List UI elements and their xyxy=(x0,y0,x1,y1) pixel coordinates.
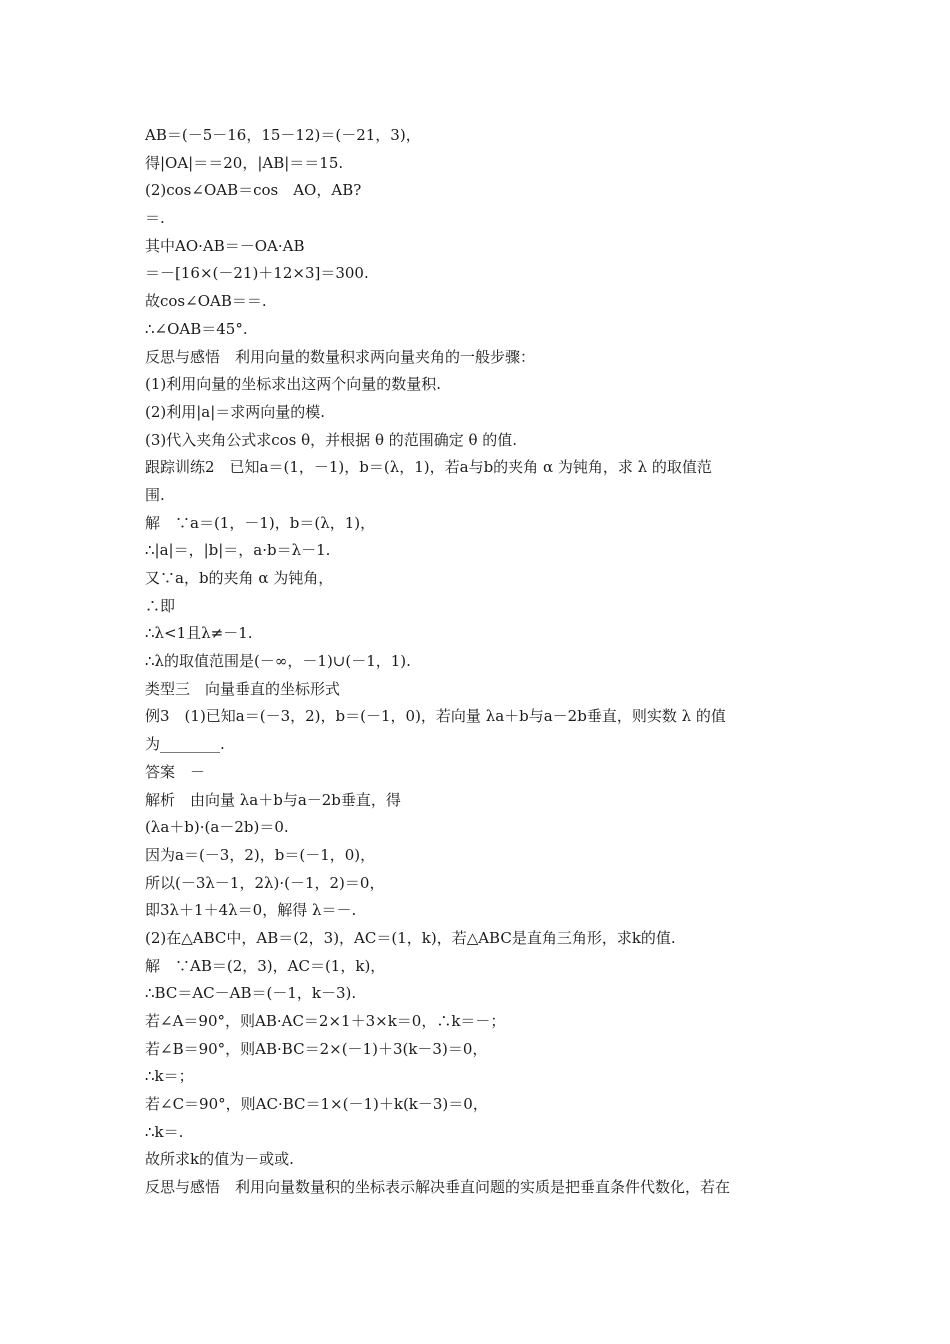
text-line: 解析 由向量 λa＋b与a－2b垂直，得 xyxy=(145,790,401,809)
section-heading: 类型三 向量垂直的坐标形式 xyxy=(145,679,341,698)
text-line: (2)利用|a|＝求两向量的模. xyxy=(145,402,326,421)
text-line: 围. xyxy=(145,485,165,504)
text-line: 若∠A＝90°，则AB·AC＝2×1＋3×k＝0，∴k＝－； xyxy=(145,1012,506,1030)
text-line: ∴λ<1且λ≠－1. xyxy=(145,624,253,643)
text-line: 因为a＝(－3，2)，b＝(－1，0)， xyxy=(145,845,376,864)
section-heading: 反思与感悟 利用向量的数量积求两向量夹角的一般步骤： xyxy=(145,347,536,366)
text-line: ∴|a|＝，|b|＝，a·b＝λ－1. xyxy=(145,541,331,560)
example-heading: 例3 (1)已知a＝(－3，2)，b＝(－1，0)，若向量 λa＋b与a－2b垂直，则实数 λ 的值 xyxy=(145,707,726,726)
text-line: (2)cos∠OAB＝cos AO，AB? xyxy=(145,181,362,200)
text-line: 为________. xyxy=(145,735,225,754)
text-line: ∴k＝. xyxy=(145,1122,184,1141)
text-line: 得|OA|＝＝20，|AB|＝＝15. xyxy=(145,153,344,172)
text-line: 若∠C＝90°，则AC·BC＝1×(－1)＋k(k－3)＝0， xyxy=(145,1095,488,1114)
document-body xyxy=(145,122,815,1202)
text-line: 即3λ＋1＋4λ＝0，解得 λ＝－. xyxy=(145,901,357,920)
answer-line: 答案 － xyxy=(145,762,206,781)
text-line: ∴BC＝AC－AB＝(－1，k－3). xyxy=(145,984,357,1003)
text-line: 所以(－3λ－1，2λ)·(－1，2)＝0， xyxy=(145,873,385,892)
text-line: ∴∠OAB＝45°. xyxy=(145,319,248,338)
text-line: ＝. xyxy=(145,209,165,228)
text-line: 故cos∠OAB＝＝. xyxy=(145,292,267,311)
exercise-heading: 跟踪训练2 已知a＝(1，－1)，b＝(λ，1)，若a与b的夹角 α 为钝角，求 λ 的取值范 xyxy=(145,458,712,477)
text-line: (1)利用向量的坐标求出这两个向量的数量积. xyxy=(145,375,442,394)
text-line: 解 ∵AB＝(2，3)，AC＝(1，k)， xyxy=(145,956,386,975)
text-line: AB＝(－5－16，15－12)＝(－21，3)， xyxy=(145,126,421,144)
text-line: (3)代入夹角公式求cos θ，并根据 θ 的范围确定 θ 的值. xyxy=(145,430,518,449)
text-line: 解 ∵a＝(1，－1)，b＝(λ，1)， xyxy=(145,513,376,532)
text-line: ＝－[16×(－21)＋12×3]＝300. xyxy=(145,264,369,283)
text-line: 其中AO·AB＝－OA·AB xyxy=(145,236,305,255)
text-line: 若∠B＝90°，则AB·BC＝2×(－1)＋3(k－3)＝0， xyxy=(145,1039,488,1058)
section-heading: 反思与感悟 利用向量数量积的坐标表示解决垂直问题的实质是把垂直条件代数化，若在 xyxy=(145,1178,731,1197)
text-line: (λa＋b)·(a－2b)＝0. xyxy=(145,818,289,837)
text-line: 故所求k的值为－或或. xyxy=(145,1150,294,1169)
text-line: (2)在△ABC中，AB＝(2，3)，AC＝(1，k)，若△ABC是直角三角形，求k的值. xyxy=(145,928,676,947)
text-line: ∴k＝； xyxy=(145,1067,194,1086)
text-line: ∴λ的取值范围是(－∞，－1)∪(－1，1). xyxy=(145,652,411,671)
text-line: 又∵a，b的夹角 α 为钝角， xyxy=(145,569,334,587)
text-line: ∴即 xyxy=(145,596,176,615)
